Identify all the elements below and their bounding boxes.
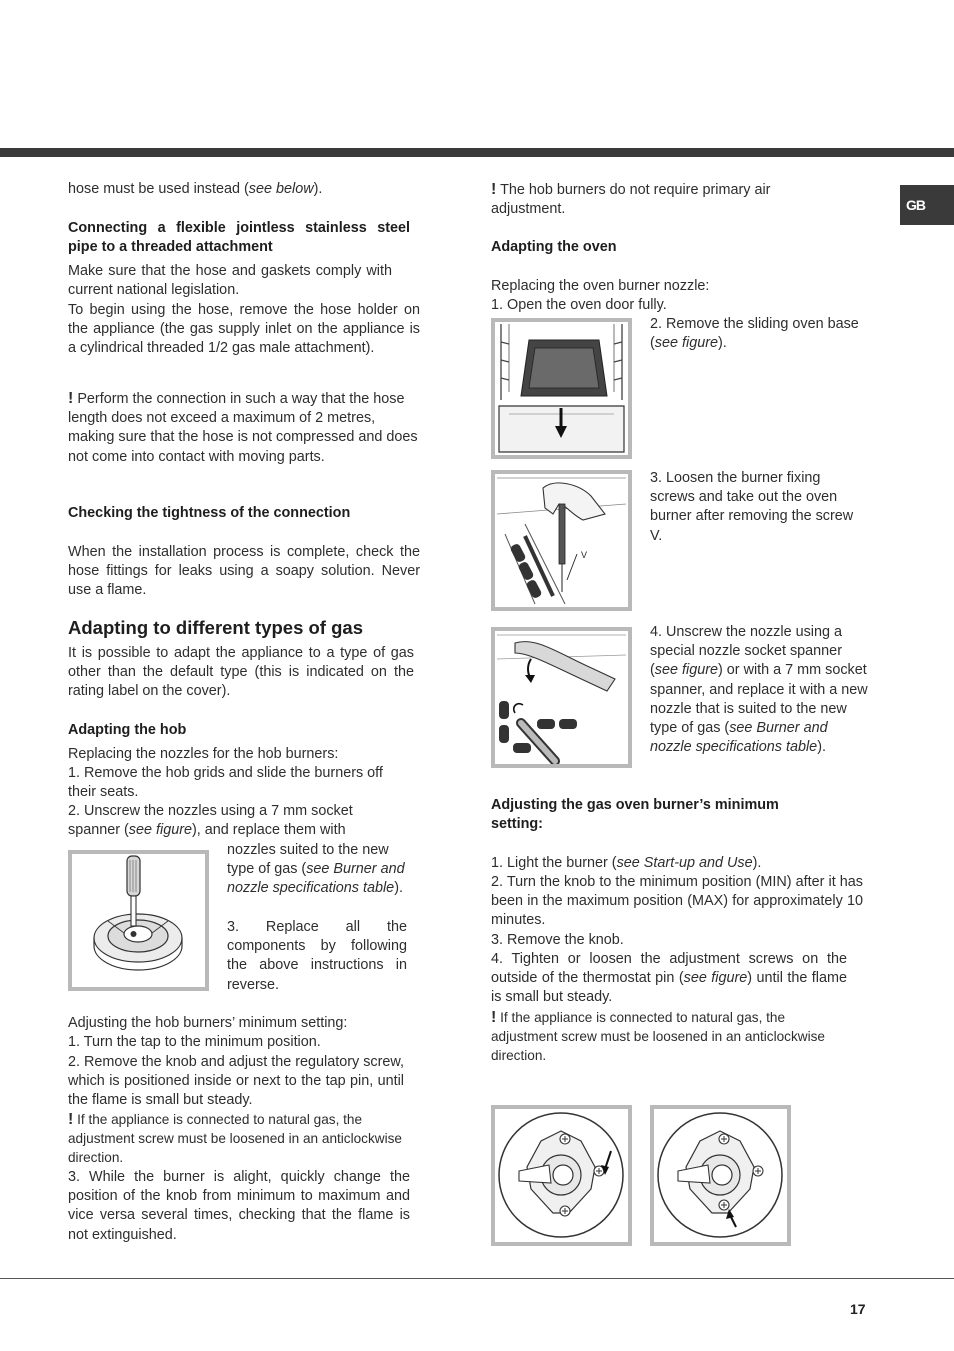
hob-step-1: 1. Remove the hob grids and slide the burners off their seats.: [68, 765, 383, 801]
tightness-paragraph: When the installation process is complete, check the hose fittings for leaks using a soapy solution. Never use a flame.: [68, 544, 420, 599]
thermostat-screw-figure-2: [650, 1105, 791, 1246]
perform-warning: ! Perform the connection in such a way that the hose length does not exceed a maximum of 2 metres, making sure that the hose is not compressed and does not come into contact with moving parts.: [68, 390, 418, 465]
language-tab: GB: [900, 185, 954, 225]
begin-paragraph: To begin using the hose, remove the hose holder on the appliance (the gas supply inlet on the appliance is a cylindrical threaded 1/2 gas male attachment).: [68, 302, 420, 357]
primary-air-note: ! The hob burners do not require primary air adjustment.: [491, 181, 771, 218]
heading-adapting-oven: Adapting the oven: [491, 239, 617, 255]
oven-min-step-2: 2. Turn the knob to the minimum position (MIN) after it has been in the maximum position (MAX) for approximately 10 minutes.: [491, 874, 863, 929]
heading-adapting-hob: Adapting the hob: [68, 722, 187, 738]
section-title: Adapting to different types of gas: [68, 617, 363, 638]
hob-step-2-cont: nozzles suited to the new type of gas (see Burner and nozzle specifications table).: [227, 842, 405, 897]
hob-nozzle-figure: [68, 850, 209, 991]
thermostat-illustration-2: [654, 1109, 787, 1242]
thermostat-illustration-1: [495, 1109, 628, 1242]
oven-min-step-3: 3. Remove the knob.: [491, 932, 624, 948]
hob-nozzle-illustration: [72, 854, 205, 987]
replacing-oven-text: Replacing the oven burner nozzle:: [491, 278, 710, 294]
header-bar: [0, 148, 954, 157]
heading-flexible-pipe: Connecting a flexible jointless stainless steel pipe to a threaded attachment: [68, 220, 410, 255]
hob-min-step-2: 2. Remove the knob and adjust the regulatory screw, which is positioned inside or next to the tap pin, until the flame is small but steady.: [68, 1054, 404, 1109]
replacing-hob-text: Replacing the nozzles for the hob burners:: [68, 746, 339, 762]
oven-step-4: 4. Unscrew the nozzle using a special nozzle socket spanner (see figure) or with a 7 mm socket spanner, and replace it with a new nozzle that is suited to the new type of gas (see Burner and nozzle specifications table).: [650, 624, 868, 756]
page-number: 17: [850, 1301, 866, 1317]
oven-min-warning: ! If the appliance is connected to natural gas, the adjustment screw must be loosened in an anticlockwise direction.: [491, 1009, 825, 1064]
oven-step-2: 2. Remove the sliding oven base (see figure).: [650, 316, 859, 352]
screw-v-label: V: [581, 550, 588, 560]
heading-checking: Checking the tightness of the connection: [68, 505, 351, 521]
nozzle-spanner-figure: [491, 627, 632, 768]
oven-burner-screw-illustration: [495, 474, 628, 607]
hob-min-step-3: 3. While the burner is alight, quickly change the position of the knob from minimum to maximum and vice versa several times, checking that the flame is not extinguished.: [68, 1169, 410, 1243]
hob-step-2: 2. Unscrew the nozzles using a 7 mm socket spanner (see figure), and replace them with: [68, 803, 353, 839]
hose-paragraph: hose must be used instead (see below).: [68, 181, 323, 197]
hob-min-title: Adjusting the hob burners’ minimum setting:: [68, 1015, 348, 1031]
oven-base-illustration: [495, 322, 628, 455]
oven-burner-screw-figure: [491, 470, 632, 611]
footer-rule: [0, 1278, 954, 1279]
possible-paragraph: It is possible to adapt the appliance to a type of gas other than the default type (this is indicated on the rating label on the cover).: [68, 645, 414, 700]
nozzle-spanner-illustration: [495, 631, 628, 764]
oven-min-step-1: 1. Light the burner (see Start-up and Use).: [491, 855, 762, 871]
oven-step-1: 1. Open the oven door fully.: [491, 297, 667, 313]
hob-min-step-1: 1. Turn the tap to the minimum position.: [68, 1034, 321, 1050]
heading-oven-min: Adjusting the gas oven burner’s minimum setting:: [491, 797, 779, 832]
thermostat-screw-figure-1: [491, 1105, 632, 1246]
oven-step-3: 3. Loosen the burner fixing screws and take out the oven burner after removing the screw V.: [650, 470, 854, 544]
oven-min-step-4: 4. Tighten or loosen the adjustment screws on the outside of the thermostat pin (see figure) until the flame is small but steady.: [491, 951, 848, 1006]
hob-min-warning: ! If the appliance is connected to natural gas, the adjustment screw must be loosened in an anticlockwise direction.: [68, 1111, 402, 1166]
oven-base-figure: [491, 318, 632, 459]
gaskets-paragraph: Make sure that the hose and gaskets comply with current national legislation.: [68, 263, 392, 299]
hob-step-3: 3. Replace all the components by following the above instructions in reverse.: [227, 919, 407, 993]
